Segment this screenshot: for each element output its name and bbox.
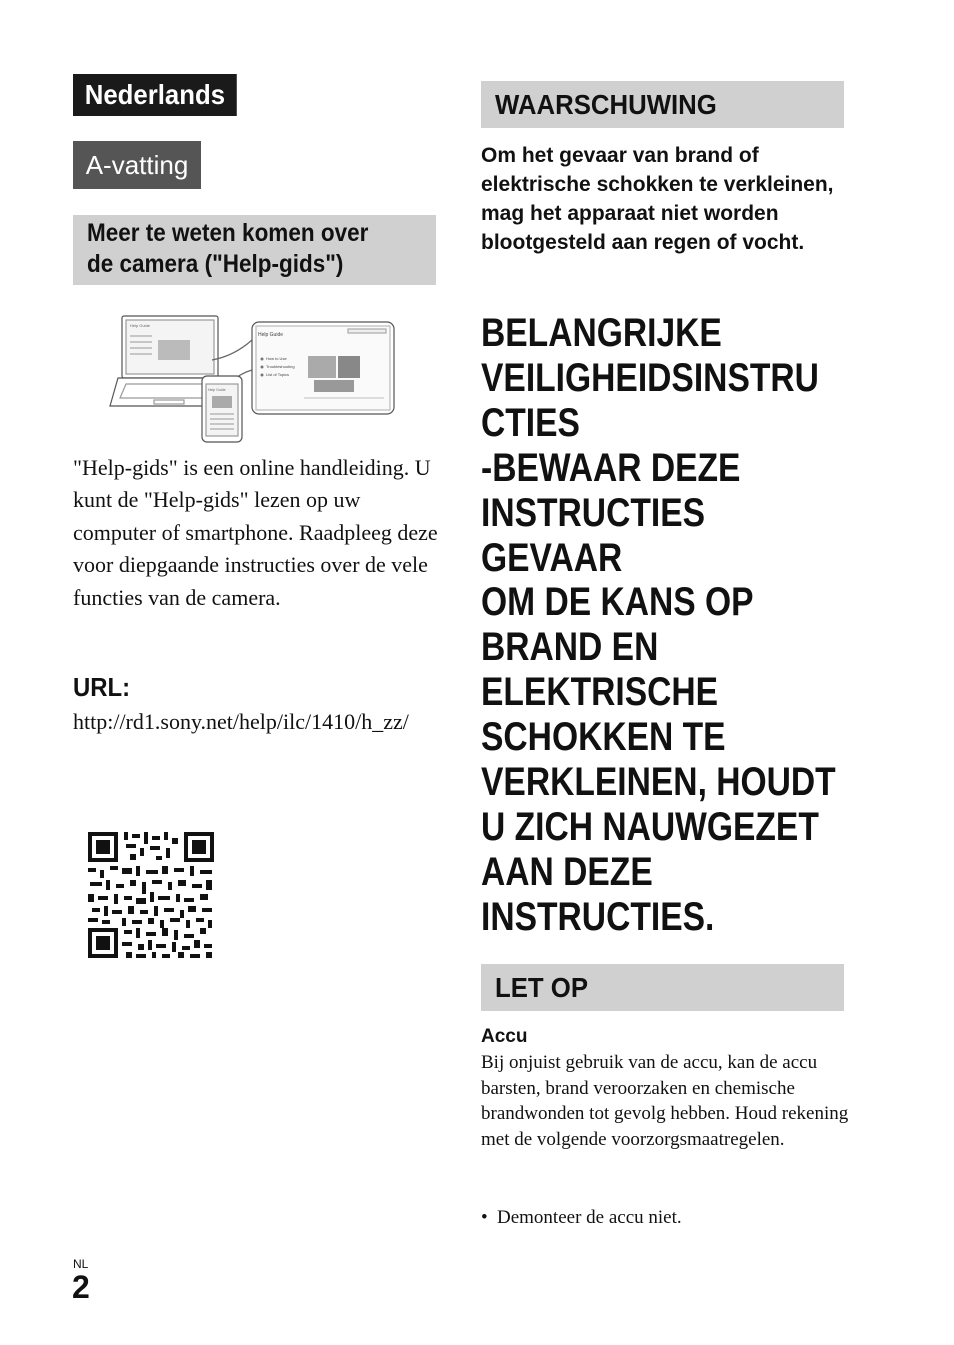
safety-line: CTIES	[481, 400, 580, 445]
bullet-text: Demonteer de accu niet.	[497, 1207, 682, 1228]
language-tab: Nederlands	[73, 74, 237, 116]
caution-heading-text: LET OP	[495, 972, 589, 1003]
safety-line: GEVAAR	[481, 535, 623, 580]
help-guide-description: "Help-gids" is een online handleiding. U kunt de "Help-gids" lezen op uw computer of smartphone. Raadpleeg deze voor diepgaande instructies over de vele functies van de camera.	[73, 455, 438, 610]
help-heading-line-1: Meer te weten komen over	[87, 219, 369, 247]
popup-item-how-to-use: How to Use	[266, 356, 287, 361]
safety-line: BELANGRIJKE	[481, 311, 722, 355]
safety-line: VERKLEINEN, HOUDT	[481, 760, 836, 805]
safety-line: OM DE KANS OP	[481, 580, 754, 625]
warning-text: Om het gevaar van brand of elektrische schokken te verkleinen, mag het apparaat niet worden blootgesteld aan regen of vocht.	[481, 144, 834, 254]
safety-line: ELEKTRISCHE	[481, 670, 719, 715]
battery-title: Accu	[481, 1026, 528, 1047]
safety-line: SCHOKKEN TE	[481, 715, 726, 760]
page-language-code: NL	[73, 1257, 89, 1271]
battery-bullet	[481, 1205, 851, 1230]
caution-heading	[481, 964, 844, 1011]
qr-code-icon	[86, 830, 216, 960]
warning-heading	[481, 81, 844, 128]
safety-line: AAN DEZE	[481, 849, 653, 894]
url-label: URL:	[73, 672, 131, 702]
warning-heading-text: WAARSCHUWING	[495, 89, 717, 120]
phone-title: Help Guide	[208, 388, 226, 392]
safety-line: INSTRUCTIES	[481, 490, 706, 535]
safety-line: VEILIGHEIDSINSTRU	[481, 355, 819, 400]
help-guide-illustration	[108, 312, 398, 444]
laptop-title: Help Guide	[130, 323, 151, 328]
bullet-icon: •	[481, 1207, 488, 1228]
battery-text: Bij onjuist gebruik van de accu, kan de accu barsten, brand veroorzaken en chemische brandwonden tot gevolg hebben. Houd rekening met de volgende voorzorgsmaatregelen.	[481, 1052, 849, 1150]
safety-line: BRAND EN	[481, 625, 659, 670]
help-guide-url[interactable]: http://rd1.sony.net/help/ilc/1410/h_zz/	[73, 709, 409, 734]
page-number: 2	[72, 1269, 90, 1305]
safety-line: INSTRUCTIES.	[481, 894, 715, 939]
safety-line: U ZICH NAUWGEZET	[481, 804, 819, 849]
popup-title: Help Guide	[258, 332, 284, 338]
popup-item-list-of-topics: List of Topics	[266, 372, 290, 377]
section-tab: A-vatting	[73, 141, 201, 189]
smartphone-icon	[202, 376, 242, 442]
popup-item-troubleshooting: Troubleshooting	[266, 364, 295, 369]
safety-instructions-heading	[481, 311, 834, 940]
safety-line: -BEWAAR DEZE	[481, 445, 741, 490]
help-heading-line-2: de camera ("Help-gids")	[87, 250, 344, 278]
help-guide-heading	[73, 215, 436, 285]
